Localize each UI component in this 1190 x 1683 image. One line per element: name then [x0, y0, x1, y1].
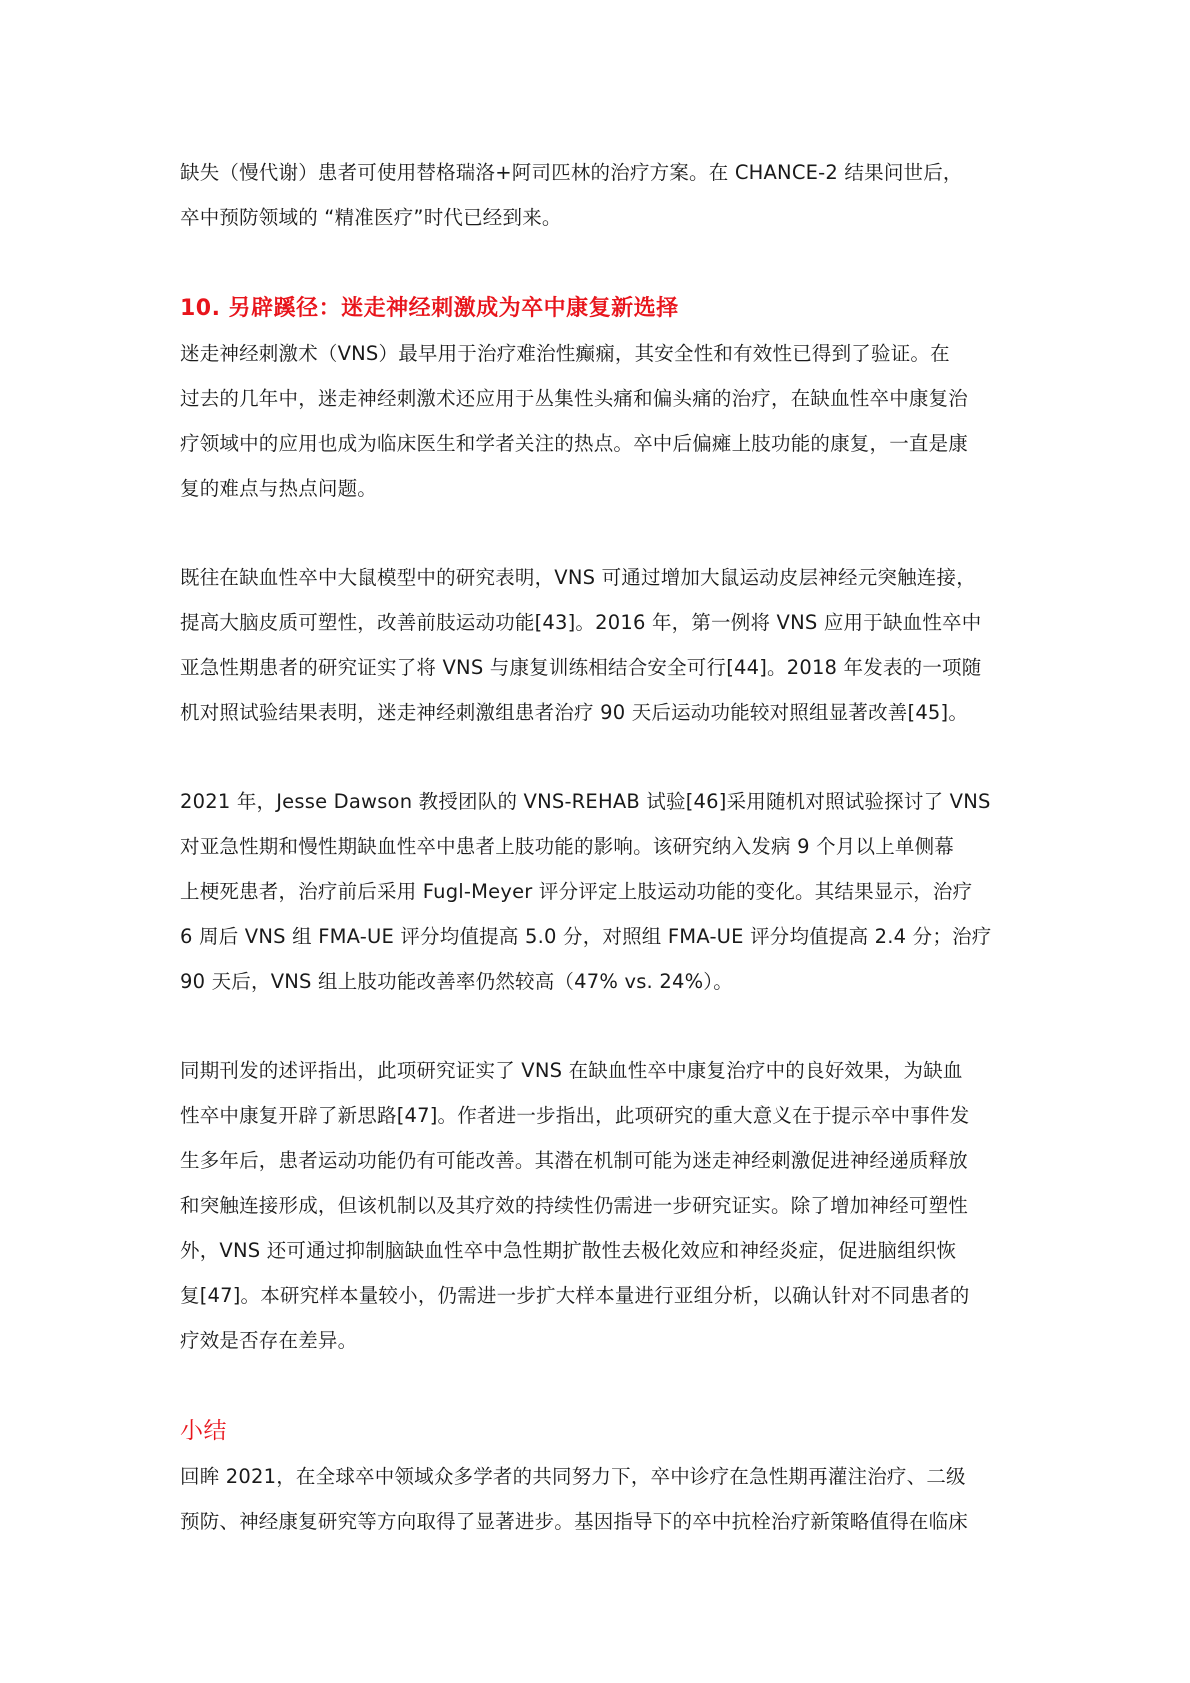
text-line: 机对照试验结果表明，迷走神经刺激组患者治疗 90 天后运动功能较对照组显著改善[45]。	[180, 701, 969, 724]
text-line: 同期刊发的述评指出，此项研究证实了 VNS 在缺血性卒中康复治疗中的良好效果，为缺血	[180, 1059, 963, 1082]
section-heading: 10. 另辟蹊径：迷走神经刺激成为卒中康复新选择	[180, 296, 679, 321]
text-line: 复[47]。本研究样本量较小，仍需进一步扩大样本量进行亚组分析，以确认针对不同患者的	[180, 1284, 970, 1307]
text-line: 2021 年，Jesse Dawson 教授团队的 VNS-REHAB 试验[46]采用随机对照试验探讨了 VNS	[180, 790, 991, 813]
text-line: 回眸 2021，在全球卒中领域众多学者的共同努力下，卒中诊疗在急性期再灌注治疗、二级	[180, 1465, 966, 1488]
text-line: 生多年后，患者运动功能仍有可能改善。其潜在机制可能为迷走神经刺激促进神经递质释放	[180, 1149, 969, 1172]
text-line: 外，VNS 还可通过抑制脑缺血性卒中急性期扩散性去极化效应和神经炎症，促进脑组织恢	[180, 1239, 957, 1262]
text-line: 对亚急性期和慢性期缺血性卒中患者上肢功能的影响。该研究纳入发病 9 个月以上单侧幕	[180, 835, 955, 858]
text-line: 和突触连接形成，但该机制以及其疗效的持续性仍需进一步研究证实。除了增加神经可塑性	[180, 1194, 969, 1217]
text-line: 缺失（慢代谢）患者可使用替格瑞洛+阿司匹林的治疗方案。在 CHANCE-2 结果问世后，	[180, 161, 963, 184]
intro-paragraph	[180, 150, 1012, 240]
text-line: 过去的几年中，迷走神经刺激术还应用于丛集性头痛和偏头痛的治疗，在缺血性卒中康复治	[180, 387, 969, 410]
summary-paragraph	[180, 1454, 1012, 1544]
text-line: 卒中预防领域的 “精准医疗”时代已经到来。	[180, 206, 562, 229]
document-page	[180, 150, 1012, 1544]
text-line: 提高大脑皮质可塑性，改善前肢运动功能[43]。2016 年，第一例将 VNS 应用于缺血性卒中	[180, 611, 982, 634]
text-line: 性卒中康复开辟了新思路[47]。作者进一步指出，此项研究的重大意义在于提示卒中事件发	[180, 1104, 970, 1127]
text-line: 疗效是否存在差异。	[180, 1329, 358, 1352]
text-line: 6 周后 VNS 组 FMA-UE 评分均值提高 5.0 分，对照组 FMA-UE 评分均值提高 2.4 分；治疗	[180, 925, 992, 948]
body-paragraph	[180, 555, 1012, 735]
text-line: 既往在缺血性卒中大鼠模型中的研究表明，VNS 可通过增加大鼠运动皮层神经元突触连接，	[180, 566, 976, 589]
text-line: 预防、神经康复研究等方向取得了显著进步。基因指导下的卒中抗栓治疗新策略值得在临床	[180, 1510, 969, 1533]
text-line: 迷走神经刺激术（VNS）最早用于治疗难治性癫痫，其安全性和有效性已得到了验证。在	[180, 342, 950, 365]
text-line: 复的难点与热点问题。	[180, 477, 378, 500]
text-line: 90 天后，VNS 组上肢功能改善率仍然较高（47% vs. 24%）。	[180, 970, 733, 993]
text-line: 疗领域中的应用也成为临床医生和学者关注的热点。卒中后偏瘫上肢功能的康复，一直是康	[180, 432, 969, 455]
summary-heading: 小结	[180, 1418, 227, 1444]
text-line: 上梗死患者，治疗前后采用 Fugl-Meyer 评分评定上肢运动功能的变化。其结果显示，治疗	[180, 880, 973, 903]
body-paragraph	[180, 331, 1012, 511]
text-line: 亚急性期患者的研究证实了将 VNS 与康复训练相结合安全可行[44]。2018 年发表的一项随	[180, 656, 982, 679]
body-paragraph	[180, 779, 1012, 1004]
body-paragraph	[180, 1048, 1012, 1363]
